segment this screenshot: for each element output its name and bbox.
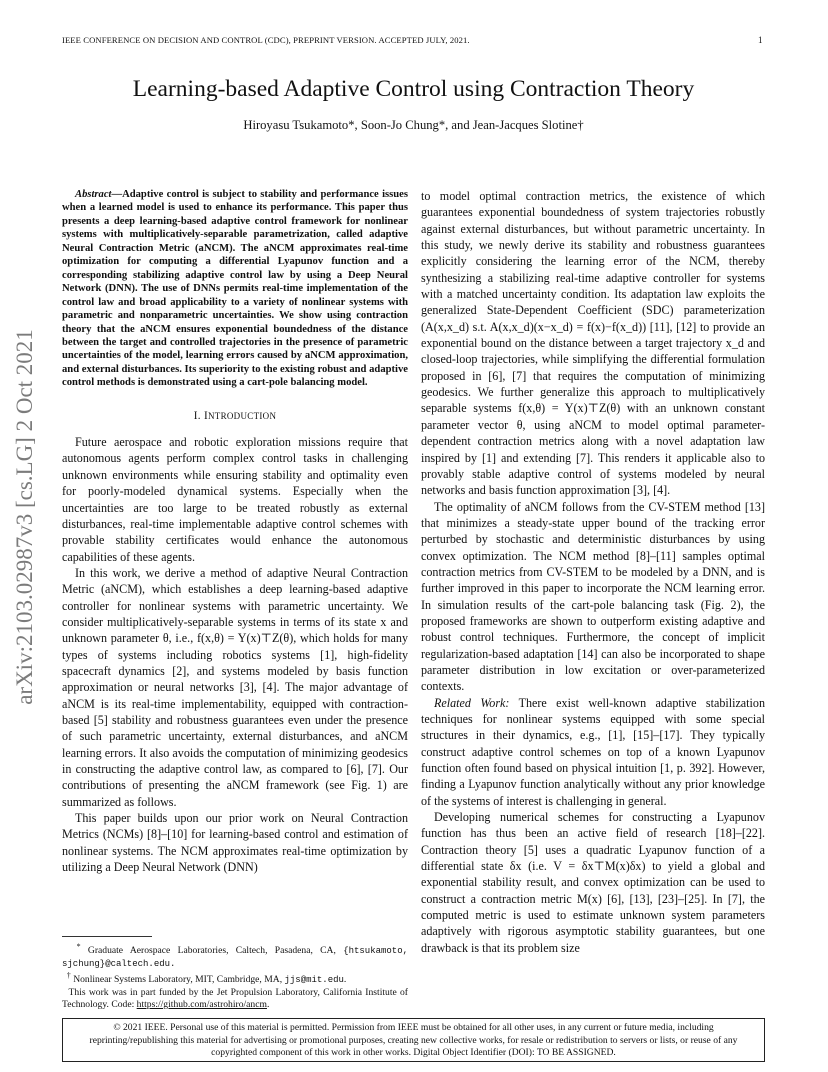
abstract-lead: Abstract [75, 189, 112, 200]
funding-text: This work was in part funded by the Jet Propulsion Laboratory, California Institute of Technology. Code: [62, 986, 409, 1010]
section-initial: I [203, 409, 208, 422]
footnote-end-2: . [343, 974, 347, 986]
footnote-funding [62, 987, 408, 1012]
footnote-text-2: Nonlinear Systems Laboratory, MIT, Cambridge, MA, [73, 974, 285, 986]
related-work-text: There exist well-known adaptive stabilization techniques for nonlinear systems equipped with some special structures in their dynamics, e.g., [1], [15]–[17]. They typically construct adaptive control schemes on top of a known Lyapunov function often found based on physical intuition [1, p. 392]. However, finding a Lyapunov function analytically without any prior knowledge of the systems of interest is challenging in general. [421, 695, 765, 808]
footnote-mark-2: † [66, 971, 71, 980]
footnote-mark-1: * [76, 942, 81, 951]
arxiv-side-label [4, 296, 46, 738]
right-paragraph-1: to model optimal contraction metrics, the existence of which guarantees exponential boundedness of system trajectories robustly against external disturbances, but without parametric uncertainty. In this study, we newly derive its stability and robustness guarantees explicitly considering the learning error of the NCM, thereby synthesizing a stabilizing real-time adaptive controller for systems with a matched uncertainty condition. Its adaptation law exploits the generalized State-Dependent Coefficient (SDC) parameterization (A(x,x_d) s.t. A(x,x_d)(x−x_d) = f(x)−f(x_d)) [11], [12] to provide an exponential bound on the distance between a target trajectory x_d and closed-loop trajectories, while simplifying the differential formulation proposed in [6], [7] that requires the computation of minimizing geodesics. We further generalize this approach to multiplicatively separable systems f(x,θ) = Y(x)⊤Z(θ) with an unknown constant parameter vector θ, using aNCM to model optimal parameter-dependent contraction metrics along with a novel adaptation law inspired by [1] and extending [7]. This renders it applicable also to provably stable adaptive control of systems modeled by neural networks and basis function approximation [3], [4]. [421, 189, 765, 498]
right-column [421, 188, 765, 956]
footnote-text-1: Graduate Aerospace Laboratories, Caltech, Pasadena, CA, [87, 945, 336, 957]
related-work-paragraph [421, 695, 765, 809]
right-paragraph-2: The optimality of aNCM follows from the CV-STEM method [13] that minimizes a steady-state upper bound of the tracking error perturbed by stochastic and deterministic disturbances by using convex optimization. The NCM method [8]–[11] samples optimal contraction metrics from CV-STEM to be modeled by a DNN, and is further improved in this paper to incorporate the NCM learning error. In simulation results of the cart-pole balancing task (Fig. 2), the proposed frameworks are shown to outperform existing adaptive and robust control techniques. Furthermore, the concept of implicit regularization-based adaptation [14] can also be incorporated to shape parameter distribution in low excitation or over-parameterized contexts. [421, 499, 765, 694]
author-list: Hiroyasu Tsukamoto*, Soon-Jo Chung*, and Jean-Jacques Slotine† [243, 118, 584, 132]
caltech-email[interactable]: {htsukamoto, sjchung}@caltech.edu. [62, 946, 408, 969]
section-heading-introduction [62, 408, 408, 424]
abstract-text: —Adaptive control is subject to stability and performance issues when a learned model is used to enhance its performance. This paper thus presents a deep learning-based adaptive control framework for nonlinear systems with multiplicatively-separable parametrization, called adaptive Neural Contraction Metric (aNCM). The aNCM approximates real-time optimization for computing a differential Lyapunov function and a corresponding stabilizing adaptive control law by using a Deep Neural Network (DNN). The use of DNNs permits real-time implementation of the control law and broad applicability to a variety of nonlinear systems with parametric and nonparametric uncertainties. We show using contraction theory that the aNCM ensures exponential boundedness of the distance between the target and controlled trajectories in the presence of parametric uncertainties of the model, learning errors caused by aNCM approximation, and external disturbances. Its superiority to the existing robust and adaptive control methods is demonstrated using a cart-pole balancing model. [62, 189, 408, 389]
intro-paragraph-1: Future aerospace and robotic exploration missions require that autonomous agents perform complex control tasks in challenging unknown environments while ensuring stability and optimality even for poorly-modeled dynamical systems. Especially when the uncertainties are too large to be treated robustly as external disturbances, real-time implementable adaptive control schemes with provable stability certificates would enhance the autonomous capabilities of these agents. [62, 435, 408, 564]
intro-paragraph-3: This paper builds upon our prior work on Neural Contraction Metrics (NCMs) [8]–[10] for learning-based control and estimation of nonlinear systems. The NCM approximates real-time optimization by utilizing a Deep Neural Network (DNN) [62, 811, 408, 875]
mit-email[interactable]: jjs@mit.edu [284, 975, 344, 986]
funding-end: . [266, 999, 270, 1010]
running-head: IEEE CONFERENCE ON DECISION AND CONTROL (CDC), PREPRINT VERSION. ACCEPTED JULY, 2021. [62, 35, 470, 45]
arxiv-id[interactable]: arXiv:2103.02987v3 [cs.LG] 2 Oct 2021 [12, 329, 37, 705]
page-number: 1 [758, 35, 763, 45]
related-work-heading: Related Work: [434, 695, 510, 710]
footnotes [62, 941, 408, 1011]
footnote-separator [62, 936, 152, 937]
right-paragraph-last: Developing numerical schemes for constructing a Lyapunov function has thus been an active field of research [18]–[22]. Contraction theory [5] uses a quadratic Lyapunov function of a differential state δx (i.e. V = δx⊤M(x)δx) to yield a global and exponential stability result, and convex optimization can be used to construct a contraction metric M(x) [6], [13], [23]–[25]. In [7], the computed metric is used to estimate unknown system parameters adaptively with rigorous asymptotic stability guarantees, but one drawback is that its problem size [421, 810, 765, 955]
footnote-affiliation-mit [62, 970, 408, 987]
code-link[interactable]: https://github.com/astrohiro/ancm [136, 999, 267, 1010]
abstract [62, 188, 408, 390]
section-title-rest: NTRODUCTION [207, 410, 277, 421]
intro-paragraph-2: In this work, we derive a method of adaptive Neural Contraction Metric (aNCM), which establishes a deep learning-based adaptive controller for nonlinear systems with parametric uncertainty. We consider multiplicatively-separable systems in terms of its state x and unknown parameter θ, i.e., f(x,θ) = Y(x)⊤Z(θ), which holds for many types of systems including robotics systems [1], high-fidelity spacecraft dynamics [2], and systems modeled by basis function approximation or neural networks [3], [4]. The major advantage of aNCM is its real-time implementability, equipped with contraction-based [5] stability and robustness guarantees even under the presence of such parametric uncertainty, external disturbances, and aNCM learning errors. It also avoids the computation of minimizing geodesics in constructing the adaptive control law, as compared to [6], [7]. Our contributions of presenting the aNCM framework (see Fig. 1) are summarized as follows. [62, 565, 408, 809]
paper-title: Learning-based Adaptive Control using Contraction Theory [132, 76, 695, 102]
section-numeral: I. [193, 409, 204, 422]
copyright-notice: © 2021 IEEE. Personal use of this material is permitted. Permission from IEEE must be obtained for all other uses, in any current or future media, including reprinting/republishing this material for advertising or promotional purposes, creating new collective works, for resale or redistribution to servers or lists, or reuse of any copyrighted component of this work in other works. Digital Object Identifier (DOI): TO BE ASSIGNED. [62, 1018, 765, 1062]
left-column [62, 188, 408, 875]
footnote-affiliation-caltech [62, 941, 408, 970]
